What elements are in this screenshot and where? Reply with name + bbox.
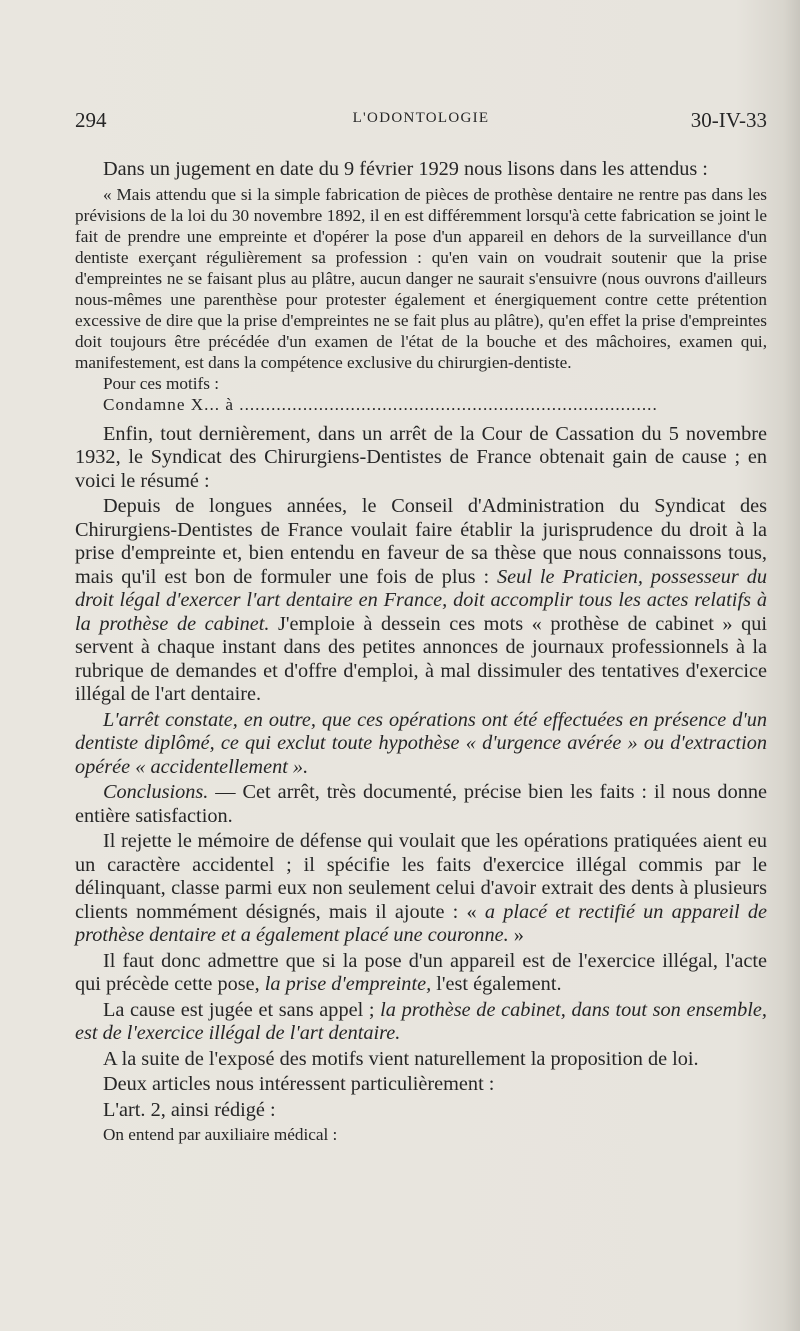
- journal-title: L'ODONTOLOGIE: [352, 110, 490, 126]
- paragraph-auxiliaire: On entend par auxiliaire médical :: [103, 1125, 338, 1145]
- paragraph-proposition: A la suite de l'exposé des motifs vient naturellement la proposition de loi.: [103, 1047, 699, 1070]
- paragraph-admettre: [75, 950, 767, 997]
- paragraph-cause-text: La cause est jugée et sans appel ;: [103, 998, 375, 1021]
- page-number: 294: [75, 108, 107, 132]
- running-header: [75, 108, 767, 138]
- paragraph-admettre-text: Il faut donc admettre que si la pose d'un appareil est de l'exercice illégal, l'acte qui précède cette pose,: [75, 949, 767, 996]
- quoted-judgment: « Mais attendu que si la simple fabrication de pièces de prothèse dentaire ne rentre pas dans les prévisions de la loi du 30 novembre 1892, il en est différemment lorsqu'à cette fabrication se joint le fait de prendre une empreinte et d'opérer la pose d'un appareil en dehors de la surveillance d'un dentiste exerçant régulièrement sa profession : qu'en vain on voudrait soutenir que la prise d'empreintes ne se faisant plus au plâtre, aucun danger ne saurait s'ensuivre (nous ouvrons d'ailleurs nous-mêmes une parenthèse pour protester également et énergiquement contre cette prétention excessive de dire que la prise d'empreintes ne se fait plus au plâtre), qu'en effet la prise d'empreintes doit toujours être précédée d'un examen de l'état de la bouche et des mâchoires, examen qui, manifestement, est dans la compétence exclusive du chirurgien-dentiste.: [75, 184, 767, 373]
- paragraph-arret-constate: L'arrêt constate, en outre, que ces opérations ont été effectuées en présence d'un dentiste diplômé, ce qui exclut toute hypothèse « d'urgence avérée » ou d'extraction opérée « accidentellement ».: [75, 708, 767, 778]
- paragraph-rejette-quote: a placé et rectifié un appareil de prothèse dentaire et a également placé une couronne.: [75, 900, 767, 947]
- paragraph-art-2: L'art. 2, ainsi rédigé :: [103, 1098, 276, 1121]
- conclusions-heading: Conclusions.: [103, 781, 209, 804]
- paragraph-rejette-close: »: [513, 924, 524, 947]
- paragraph-rejette-text: Il rejette le mémoire de défense qui voulait que les opérations pratiquées aient eu un caractère accidentel ; il spécifie les faits d'exercice illégal commis par le délinquant, classe parmi eux non seulement celui d'avoir extrait des dents à plusieurs clients nommément désignés, mais il ajoute : «: [75, 830, 767, 923]
- motifs-line: Pour ces motifs :: [103, 374, 220, 394]
- paragraph-cause-emphasis: la prothèse de cabinet, dans tout son ensemble, est de l'exercice illégal de l'art dentaire.: [75, 998, 767, 1045]
- paragraph-judgment-intro: Dans un jugement en date du 9 février 1929 nous lisons dans les attendus :: [103, 158, 708, 180]
- article-body: [75, 158, 767, 1145]
- paragraph-rejette: [75, 830, 767, 948]
- paragraph-admettre-emphasis: la prise d'empreinte,: [264, 973, 432, 996]
- paragraph-syndicat-thesis: Seul le Praticien, possesseur du droit légal d'exercer l'art dentaire en France, doit accomplir tous les actes relatifs à la prothèse de cabinet.: [75, 565, 767, 635]
- issue-date: 30-IV-33: [690, 108, 767, 132]
- paragraph-syndicat-continued: J'emploie à dessein ces mots « prothèse de cabinet » qui servent à chaque instant dans des petites annonces de journaux professionnels à la rubrique de demandes et d'offre d'emploi, à mal dissimuler des tentatives d'exercice illégal de l'art dentaire.: [75, 612, 767, 706]
- paragraph-syndicat: [75, 495, 767, 707]
- paragraph-cassation: Enfin, tout dernièrement, dans un arrêt de la Cour de Cassation du 5 novembre 1932, le Syndicat des Chirurgiens-Dentistes de France obtenait gain de cause ; en voici le résumé :: [75, 422, 767, 492]
- paragraph-deux-articles: Deux articles nous intéressent particulièrement :: [103, 1073, 495, 1096]
- paragraph-cause-jugee: [75, 999, 767, 1046]
- paragraph-conclusions: [75, 781, 767, 828]
- paragraph-syndicat-text: Depuis de longues années, le Conseil d'Administration du Syndicat des Chirurgiens-Dentistes de France voulait faire établir la jurisprudence du droit à la prise d'empreinte et, bien entendu en faveur de sa thèse que nous connaissons tous, mais qu'il est bon de formuler une fois de plus :: [75, 495, 767, 588]
- conclusions-text: — Cet arrêt, très documenté, précise bien les faits : il nous donne entière satisfaction.: [75, 781, 767, 827]
- paragraph-admettre-end: l'est également.: [436, 973, 562, 996]
- condamne-line: Condamne X... à ...............................................................................: [103, 395, 658, 415]
